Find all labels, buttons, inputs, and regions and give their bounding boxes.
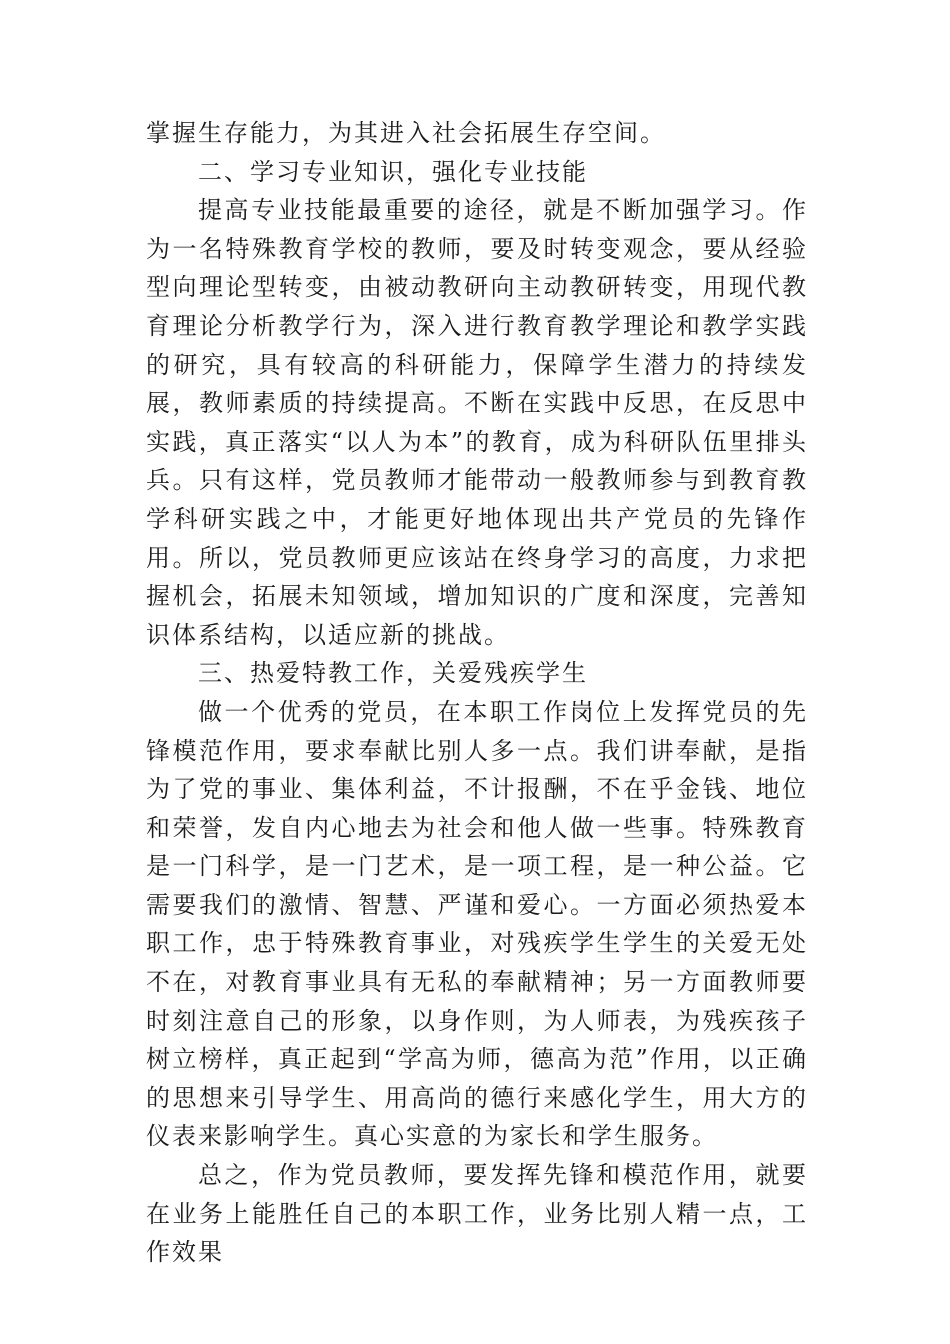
section-heading-3: 三、热爱特教工作，关爱残疾学生 <box>198 659 588 688</box>
paragraph-summary: 总之，作为党员教师，要发挥先锋和模范作用，就要在业务上能胜任自己的本职工作，业务比别人精一点，工作效果 <box>146 1161 808 1267</box>
document-body <box>146 114 808 1272</box>
paragraph-study: 提高专业技能最重要的途径，就是不断加强学习。作为一名特殊教育学校的教师，要及时转变观念，要从经验型向理论型转变，由被动教研向主动教研转变，用现代教育理论分析教学行为，深入进行教育教学理论和教学实践的研究，具有较高的科研能力，保障学生潜力的持续发展，教师素质的持续提高。不断在实践中反思，在反思中实践，真正落实“以人为本”的教育，成为科研队伍里排头兵。只有这样，党员教师才能带动一般教师参与到教育教学科研实践之中，才能更好地体现出共产党员的先锋作用。所以，党员教师更应该站在终身学习的高度，力求把握机会，拓展未知领域，增加知识的广度和深度，完善知识体系结构，以适应新的挑战。 <box>146 196 808 649</box>
paragraph-dedication: 做一个优秀的党员，在本职工作岗位上发挥党员的先锋模范作用，要求奉献比别人多一点。我们讲奉献，是指为了党的事业、集体利益，不计报酬，不在乎金钱、地位和荣誉，发自内心地去为社会和他人做一些事。特殊教育是一门科学，是一门艺术，是一项工程，是一种公益。它需要我们的激情、智慧、严谨和爱心。一方面必须热爱本职工作，忠于特殊教育事业，对残疾学生学生的关爱无处不在，对教育事业具有无私的奉献精神；另一方面教师要时刻注意自己的形象，以身作则，为人师表，为残疾孩子树立榜样，真正起到“学高为师，德高为范”作用，以正确的思想来引导学生、用高尚的德行来感化学生，用大方的仪表来影响学生。真心实意的为家长和学生服务。 <box>146 697 808 1151</box>
paragraph-continuation: 掌握生存能力，为其进入社会拓展生存空间。 <box>146 119 666 147</box>
section-heading-2: 二、学习专业知识，强化专业技能 <box>198 157 588 186</box>
